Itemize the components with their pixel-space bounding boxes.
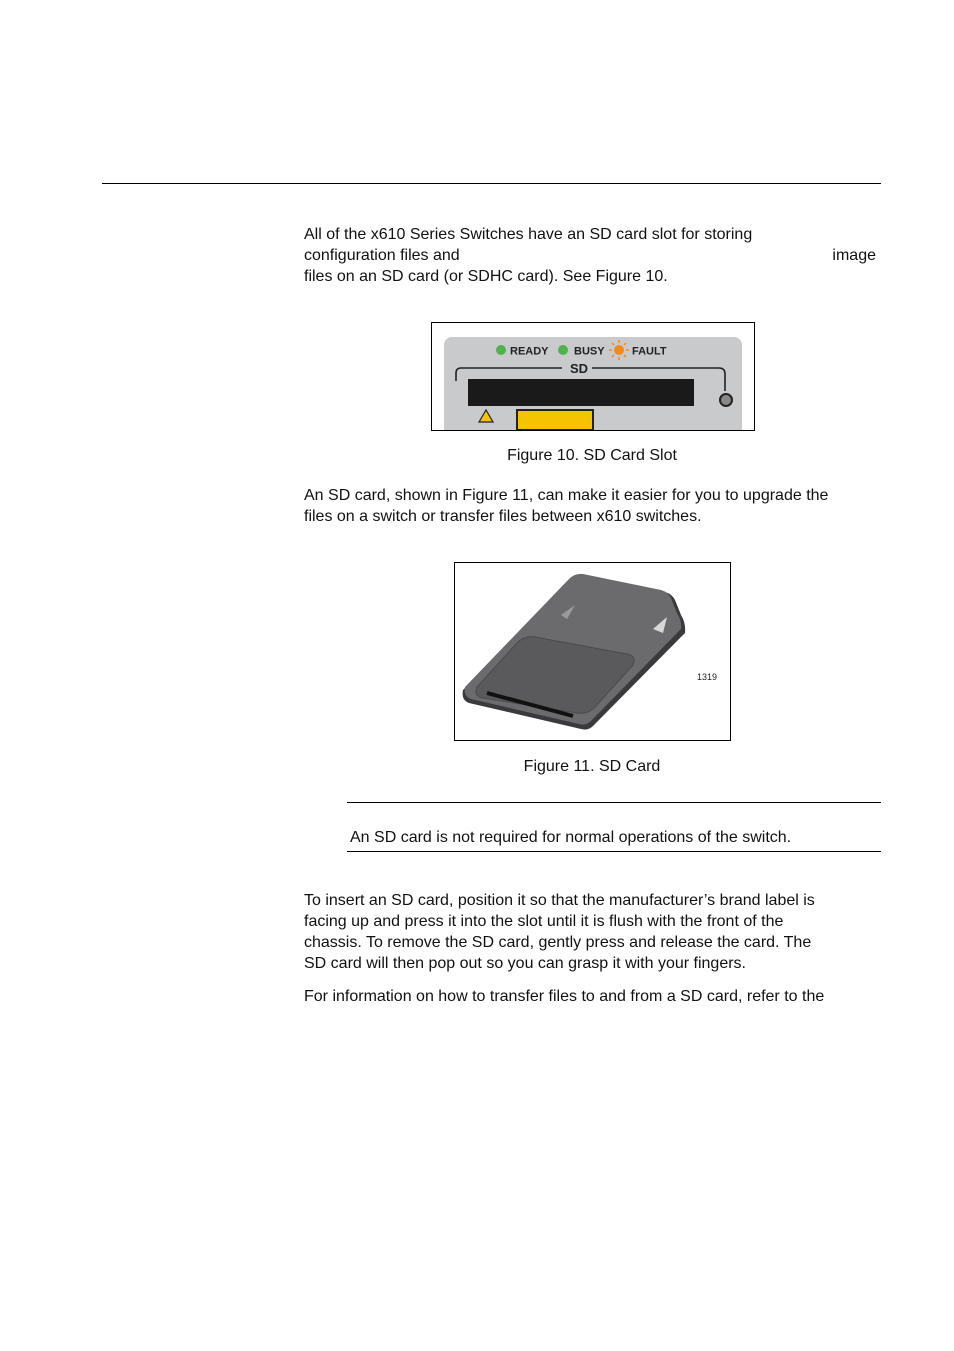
intro-line-2-left: configuration files and (304, 247, 460, 264)
sd-card-illustration (455, 563, 730, 740)
intro-line-3: files on an SD card (or SDHC card). See Figure 10. (304, 268, 668, 285)
eject-indicator-icon (720, 394, 732, 406)
figure-11-sd-card (454, 562, 731, 741)
note-bottom-rule (347, 851, 881, 852)
paragraph-2 (304, 485, 880, 527)
intro-line-2 (304, 245, 880, 266)
card-slot-opening (468, 379, 694, 406)
fault-led-icon (609, 340, 629, 360)
note-top-rule (347, 802, 881, 803)
figure-10-sd-card-slot (431, 322, 755, 431)
intro-paragraph (304, 224, 880, 287)
busy-led-icon (558, 345, 568, 355)
para3-line-4: SD card will then pop out so you can grasp it with your fingers. (304, 955, 746, 972)
para2-line-1: An SD card, shown in Figure 11, can make it easier for you to upgrade the (304, 487, 829, 504)
paragraph-3 (304, 890, 880, 974)
note-text: An SD card is not required for normal operations of the switch. (350, 829, 792, 846)
fault-label: FAULT (632, 345, 667, 358)
para3-line-3: chassis. To remove the SD card, gently press and release the card. The (304, 934, 812, 951)
figure-11-caption: Figure 11. SD Card (523, 758, 661, 775)
ready-label: READY (510, 345, 549, 358)
ready-led-icon (496, 345, 506, 355)
para4-line-1: For information on how to transfer files to and from a SD card, refer to the (304, 988, 825, 1005)
intro-line-1: All of the x610 Series Switches have an SD card slot for storing (304, 226, 753, 243)
para2-line-2: files on a switch or transfer files between x610 switches. (304, 508, 702, 525)
figure-10-caption: Figure 10. SD Card Slot (507, 447, 677, 464)
busy-label: BUSY (574, 345, 605, 358)
yellow-label (517, 410, 593, 430)
para3-line-1: To insert an SD card, position it so that the manufacturer’s brand label is (304, 892, 815, 909)
intro-line-2-right: image (832, 247, 876, 264)
header-rule (102, 183, 881, 184)
paragraph-4 (304, 986, 880, 1007)
sd-label: SD (570, 361, 589, 376)
sd-slot-illustration (432, 323, 754, 430)
art-number: 1319 (697, 672, 718, 682)
para3-line-2: facing up and press it into the slot until it is flush with the front of the (304, 913, 784, 930)
